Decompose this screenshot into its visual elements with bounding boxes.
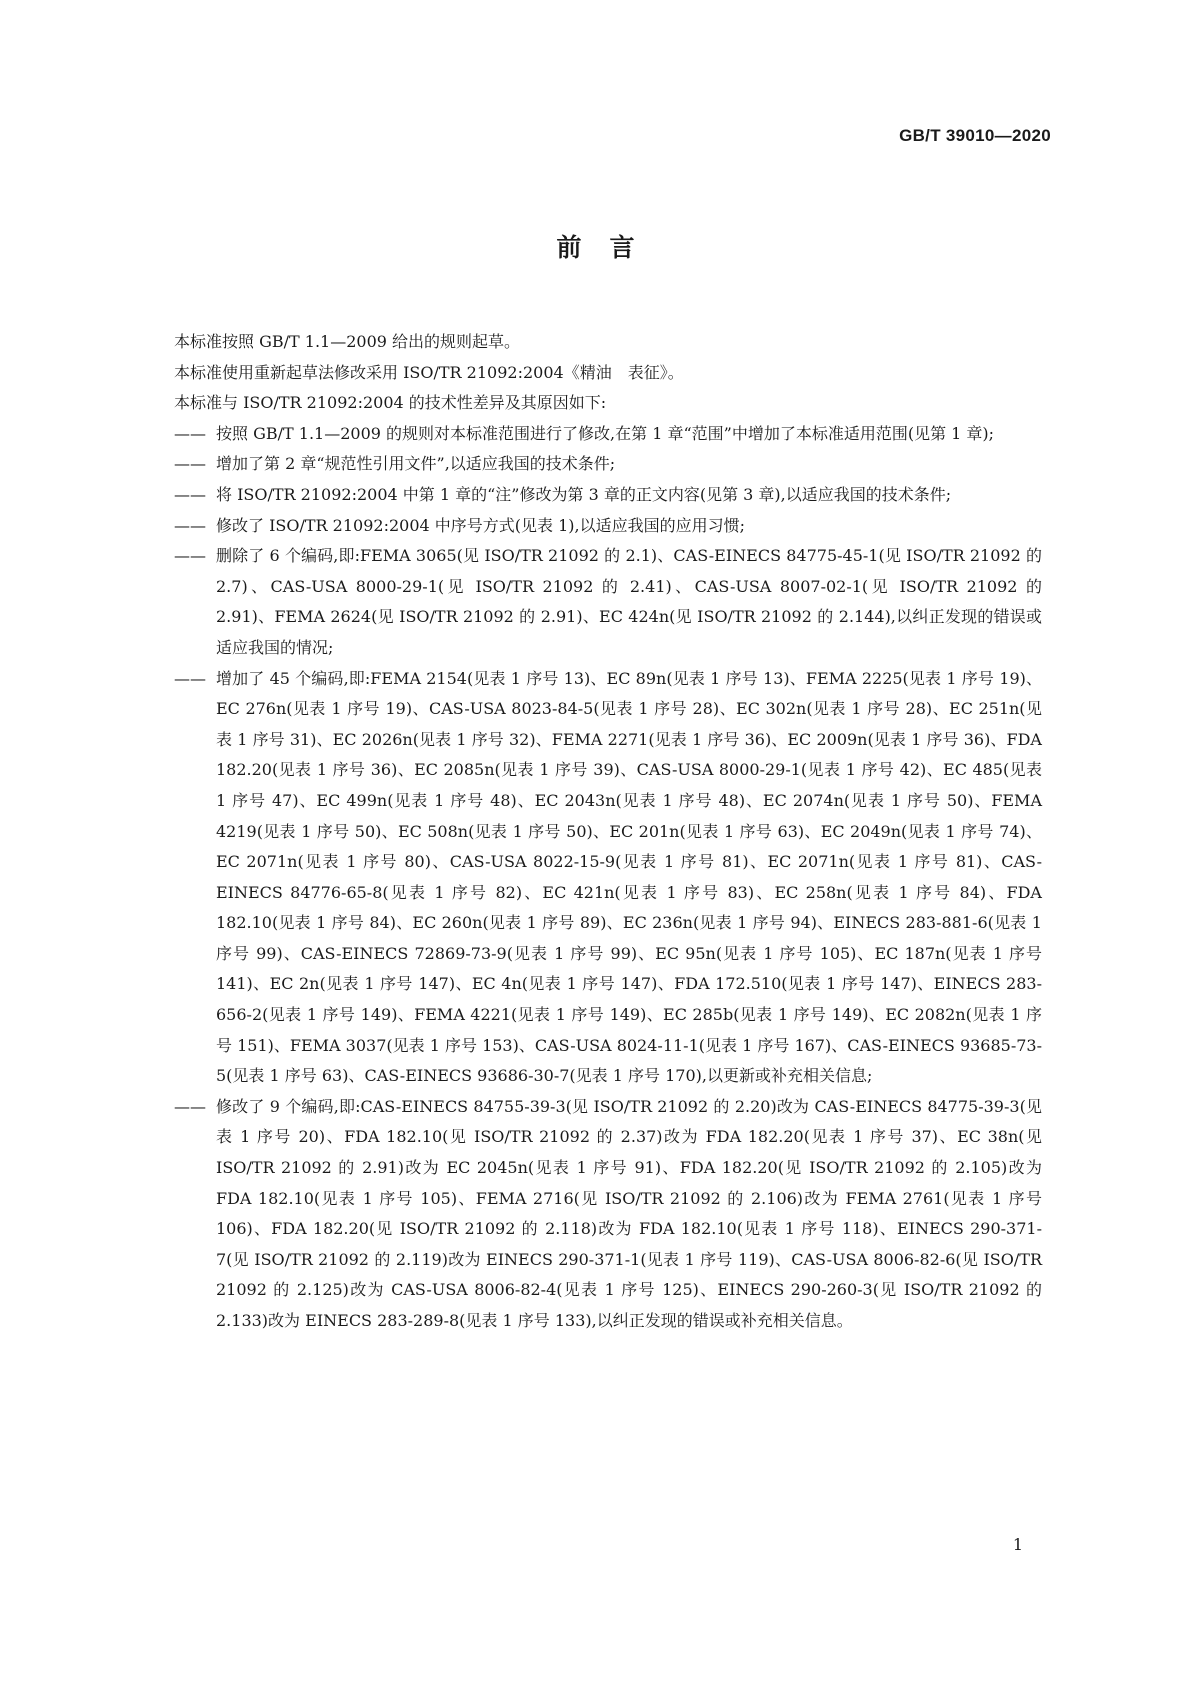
list-item [174, 480, 1042, 511]
list-dash: —— [174, 423, 206, 443]
page-title: 前言 [556, 233, 663, 262]
list-dash: —— [174, 546, 206, 566]
paragraph: 本标准按照 GB/T 1.1—2009 给出的规则起草。 [174, 332, 521, 351]
page-number: 1 [1012, 1535, 1023, 1554]
list-dash: —— [174, 1096, 206, 1116]
list-item-text: 增加了 45 个编码,即:FEMA 2154(见表 1 序号 13)、EC 89n(见表 1 序号 13)、FEMA 2225(见表 1 序号 19)、EC 276n(见表 1 序号 19)、CAS-USA 8023-84-5(见表 1 序号 28)、EC 302n(见表 1 序号 28)、EC 251n(见表 1 序号 31)、EC 2026n(见表 1 序号 32)、FEMA 2271(见表 1 序号 36)、EC 2009n(见表 1 序号 36)、FDA 182.20(见表 1 序号 36)、EC 2085n(见表 1 序号 39)、CAS-USA 8000-29-1(见表 1 序号 42)、EC 485(见表 1 序号 47)、EC 499n(见表 1 序号 48)、EC 2043n(见表 1 序号 48)、EC 2074n(见表 1 序号 50)、FEMA 4219(见表 1 序号 50)、EC 508n(见表 1 序号 50)、EC 201n(见表 1 序号 63)、EC 2049n(见表 1 序号 74)、EC 2071n(见表 1 序号 80)、CAS-USA 8022-15-9(见表 1 序号 81)、EC 2071n(见表 1 序号 81)、CAS-EINECS 84776-65-8(见表 1 序号 82)、EC 421n(见表 1 序号 83)、EC 258n(见表 1 序号 84)、FDA 182.10(见表 1 序号 84)、EC 260n(见表 1 序号 89)、EC 236n(见表 1 序号 94)、EINECS 283-881-6(见表 1 序号 99)、CAS-EINECS 72869-73-9(见表 1 序号 99)、EC 95n(见表 1 序号 105)、EC 187n(见表 1 序号 141)、EC 2n(见表 1 序号 147)、EC 4n(见表 1 序号 147)、FDA 172.510(见表 1 序号 147)、EINECS 283-656-2(见表 1 序号 149)、FEMA 4221(见表 1 序号 149)、EC 285b(见表 1 序号 149)、EC 2082n(见表 1 序号 151)、FEMA 3037(见表 1 序号 153)、CAS-USA 8024-11-1(见表 1 序号 167)、CAS-EINECS 93685-73-5(见表 1 序号 63)、CAS-EINECS 93686-30-7(见表 1 序号 170),以更新或补充相关信息; [216, 668, 1043, 1086]
list-item-text: 修改了 9 个编码,即:CAS-EINECS 84755-39-3(见 ISO/TR 21092 的 2.20)改为 CAS-EINECS 84775-39-3(见表 1 序号 20)、FDA 182.10(见 ISO/TR 21092 的 2.37)改为 FDA 182.20(见表 1 序号 37)、EC 38n(见 ISO/TR 21092 的 2.91)改为 EC 2045n(见表 1 序号 91)、FDA 182.20(见 ISO/TR 21092 的 2.105)改为 FDA 182.10(见表 1 序号 105)、FEMA 2716(见 ISO/TR 21092 的 2.106)改为 FEMA 2761(见表 1 序号 106)、FDA 182.20(见 ISO/TR 21092 的 2.118)改为 FDA 182.10(见表 1 序号 118)、EINECS 290-371-7(见 ISO/TR 21092 的 2.119)改为 EINECS 290-371-1(见表 1 序号 119)、CAS-USA 8006-82-6(见 ISO/TR 21092 的 2.125)改为 CAS-USA 8006-82-4(见表 1 序号 125)、EINECS 290-260-3(见 ISO/TR 21092 的 2.133)改为 EINECS 283-289-8(见表 1 序号 133),以纠正发现的错误或补充相关信息。 [216, 1096, 1042, 1330]
list-dash: —— [174, 668, 206, 688]
paragraph: 本标准与 ISO/TR 21092:2004 的技术性差异及其原因如下: [174, 393, 607, 413]
list-item-text: 删除了 6 个编码,即:FEMA 3065(见 ISO/TR 21092 的 2.1)、CAS-EINECS 84775-45-1(见 ISO/TR 21092 的 2.7)、CAS-USA 8000-29-1(见 ISO/TR 21092 的 2.41)、CAS-USA 8007-02-1(见 ISO/TR 21092 的 2.91)、FEMA 2624(见 ISO/TR 21092 的 2.91)、EC 424n(见 ISO/TR 21092 的 2.144),以纠正发现的错误或适应我国的情况; [216, 546, 1042, 657]
list-item [174, 449, 1042, 480]
list-item-text: 修改了 ISO/TR 21092:2004 中序号方式(见表 1),以适应我国的应用习惯; [216, 515, 746, 535]
list-item [174, 1092, 1042, 1337]
list-item [174, 664, 1042, 1092]
list-item-text: 增加了第 2 章“规范性引用文件”,以适应我国的技术条件; [216, 454, 616, 474]
list-item [174, 511, 1042, 542]
list-dash: —— [174, 454, 206, 474]
list-dash: —— [174, 484, 206, 504]
standard-number: GB/T 39010—2020 [899, 126, 1051, 145]
list-item-text: 将 ISO/TR 21092:2004 中第 1 章的“注”修改为第 3 章的正文内容(见第 3 章),以适应我国的技术条件; [216, 484, 952, 504]
list-item [174, 419, 1042, 450]
paragraph: 本标准使用重新起草法修改采用 ISO/TR 21092:2004《精油 表征》。 [174, 362, 684, 382]
foreword-body [174, 327, 1042, 1337]
list-dash: —— [174, 515, 206, 535]
list-item [174, 541, 1042, 663]
list-item-text: 按照 GB/T 1.1—2009 的规则对本标准范围进行了修改,在第 1 章“范围”中增加了本标准适用范围(见第 1 章); [216, 423, 995, 443]
